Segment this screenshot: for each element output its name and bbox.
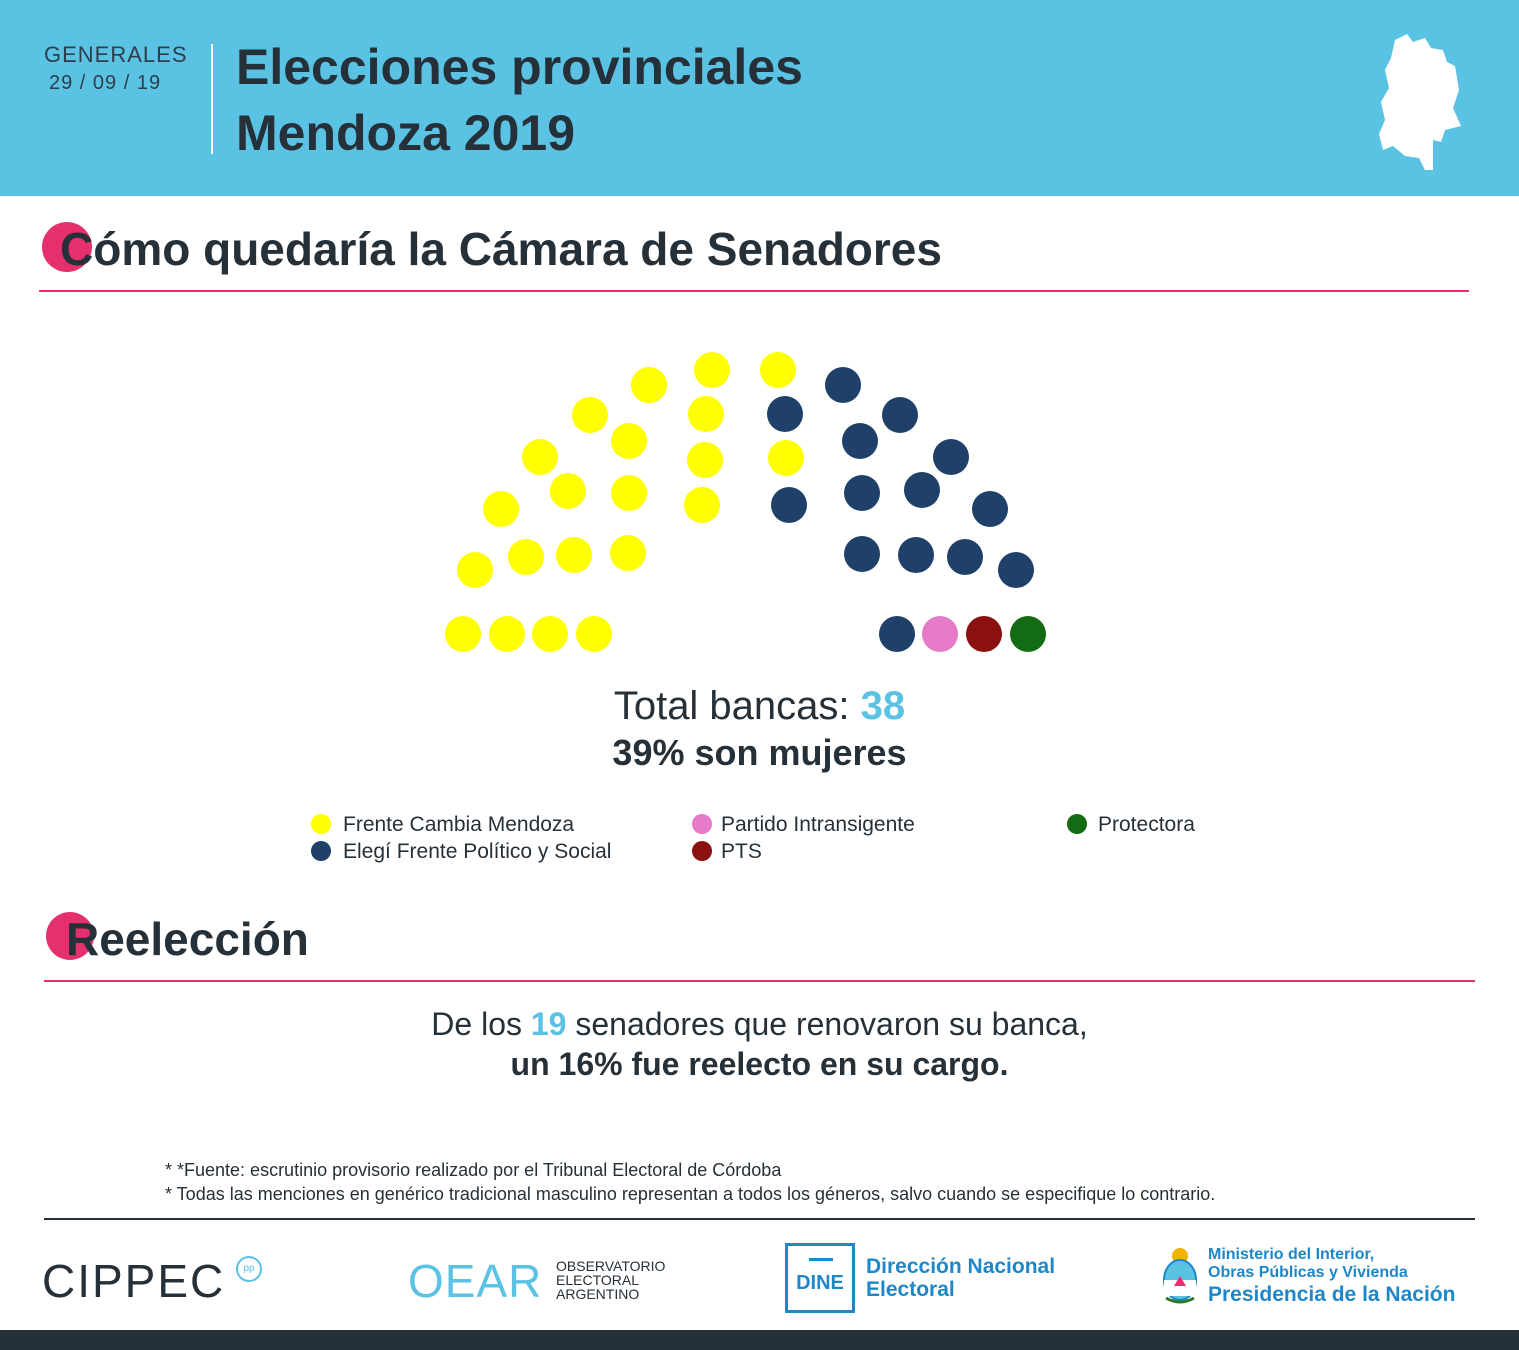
election-type: GENERALES <box>44 42 188 67</box>
reelection-sentence <box>0 1006 1519 1043</box>
seat-protectora <box>1010 616 1046 652</box>
seat-frente-cambia-mendoza <box>556 537 592 573</box>
seat-frente-cambia-mendoza <box>688 396 724 432</box>
section-divider <box>39 290 1469 292</box>
seat-eleg-frente-pol-tico-y-social <box>898 537 934 573</box>
seat-frente-cambia-mendoza <box>483 491 519 527</box>
seat-eleg-frente-pol-tico-y-social <box>879 616 915 652</box>
cippec-logo: CIPPEC <box>42 1255 226 1307</box>
bottom-bar <box>0 1330 1519 1350</box>
seat-eleg-frente-pol-tico-y-social <box>842 423 878 459</box>
cippec-badge-icon: pp <box>236 1256 262 1282</box>
header-divider <box>211 44 213 154</box>
senators-renewed-count: 19 <box>530 1006 567 1042</box>
seat-eleg-frente-pol-tico-y-social <box>844 475 880 511</box>
dine-logo-bar <box>809 1258 833 1261</box>
mendoza-map-icon <box>1375 30 1465 175</box>
seat-frente-cambia-mendoza <box>522 439 558 475</box>
footer-divider <box>44 1218 1475 1220</box>
page-title-line2: Mendoza 2019 <box>236 105 576 161</box>
seat-pts <box>966 616 1002 652</box>
header-banner <box>0 0 1519 196</box>
section-divider <box>44 980 1475 982</box>
seat-frente-cambia-mendoza <box>768 440 804 476</box>
seat-frente-cambia-mendoza <box>532 616 568 652</box>
legend-swatch-frente-cambia <box>311 814 331 834</box>
oear-text-line2: ELECTORAL <box>556 1272 639 1288</box>
presidency-name: Presidencia de la Nación <box>1208 1283 1456 1306</box>
total-seats-label: Total bancas: <box>613 684 850 728</box>
national-shield-icon <box>1160 1246 1200 1306</box>
seat-eleg-frente-pol-tico-y-social <box>882 397 918 433</box>
seat-eleg-frente-pol-tico-y-social <box>771 487 807 523</box>
legend-label-partido-intransigente: Partido Intransigente <box>721 813 915 836</box>
footnote-gender: * Todas las menciones en genérico tradicional masculino representan a todos los géneros, salvo cuando se especifique lo contrario. <box>165 1184 1216 1204</box>
seat-frente-cambia-mendoza <box>576 616 612 652</box>
dine-logo <box>785 1243 855 1313</box>
dine-name-line2: Electoral <box>866 1278 955 1301</box>
seat-eleg-frente-pol-tico-y-social <box>825 367 861 403</box>
seat-eleg-frente-pol-tico-y-social <box>904 472 940 508</box>
seat-eleg-frente-pol-tico-y-social <box>998 552 1034 588</box>
legend-label-elegi: Elegí Frente Político y Social <box>343 840 612 863</box>
seat-frente-cambia-mendoza <box>610 535 646 571</box>
legend-swatch-protectora <box>1067 814 1087 834</box>
women-percentage: 39% son mujeres <box>612 732 907 773</box>
seat-frente-cambia-mendoza <box>687 442 723 478</box>
oear-text-line3: ARGENTINO <box>556 1286 640 1302</box>
legend-label-protectora: Protectora <box>1098 813 1195 836</box>
section-title-senate: Cómo quedaría la Cámara de Senadores <box>60 223 942 275</box>
total-seats <box>0 684 1519 729</box>
seat-eleg-frente-pol-tico-y-social <box>767 396 803 432</box>
oear-text-line1: OBSERVATORIO <box>556 1258 666 1274</box>
ministry-name-line1: Ministerio del Interior, <box>1208 1246 1375 1263</box>
legend-swatch-pts <box>692 841 712 861</box>
seat-frente-cambia-mendoza <box>550 473 586 509</box>
ministry-name-line2: Obras Públicas y Vivienda <box>1208 1264 1408 1281</box>
election-date: 29 / 09 / 19 <box>49 72 162 94</box>
seat-frente-cambia-mendoza <box>760 352 796 388</box>
footnote-source: * *Fuente: escrutinio provisorio realizado por el Tribunal Electoral de Córdoba <box>165 1160 782 1180</box>
seat-eleg-frente-pol-tico-y-social <box>947 539 983 575</box>
reelection-percentage: un 16% fue reelecto en su cargo. <box>510 1046 1009 1082</box>
seat-eleg-frente-pol-tico-y-social <box>844 536 880 572</box>
reelection-text-before: De los <box>431 1006 522 1042</box>
seat-frente-cambia-mendoza <box>611 475 647 511</box>
legend-swatch-partido-intransigente <box>692 814 712 834</box>
oear-logo: OEAR <box>408 1255 543 1307</box>
seat-frente-cambia-mendoza <box>508 539 544 575</box>
seat-frente-cambia-mendoza <box>457 552 493 588</box>
seat-eleg-frente-pol-tico-y-social <box>933 439 969 475</box>
seat-partido-intransigente <box>922 616 958 652</box>
section-title-reelection: Reelección <box>66 913 309 965</box>
seat-frente-cambia-mendoza <box>684 487 720 523</box>
seat-frente-cambia-mendoza <box>489 616 525 652</box>
seat-eleg-frente-pol-tico-y-social <box>972 491 1008 527</box>
seat-frente-cambia-mendoza <box>694 352 730 388</box>
seat-frente-cambia-mendoza <box>611 423 647 459</box>
page-title-line1: Elecciones provinciales <box>236 39 803 95</box>
seat-frente-cambia-mendoza <box>445 616 481 652</box>
dine-logo-label: DINE <box>796 1272 844 1294</box>
seat-frente-cambia-mendoza <box>572 397 608 433</box>
total-seats-value: 38 <box>860 684 906 728</box>
legend-swatch-elegi <box>311 841 331 861</box>
legend-label-frente-cambia: Frente Cambia Mendoza <box>343 813 575 836</box>
dine-name-line1: Dirección Nacional <box>866 1255 1056 1278</box>
seat-frente-cambia-mendoza <box>631 367 667 403</box>
reelection-text-after: senadores que renovaron su banca, <box>575 1006 1088 1042</box>
legend-label-pts: PTS <box>721 840 762 863</box>
